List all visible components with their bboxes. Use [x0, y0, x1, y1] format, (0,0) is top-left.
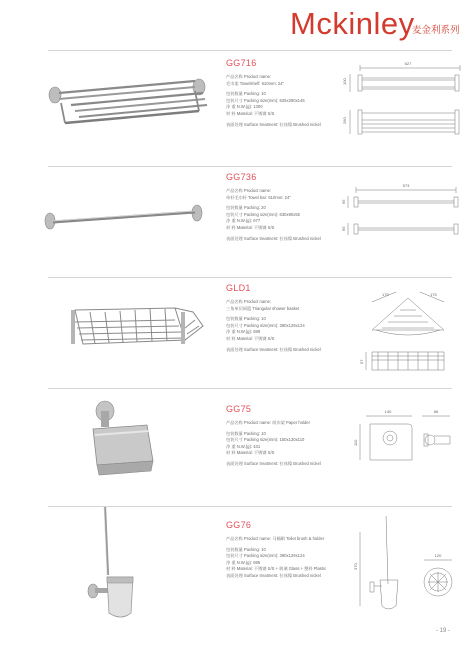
spec-packing: 包装数量 Packing: 10 [226, 430, 266, 436]
spec-surface-treatment: 表面处理 Surface treatment: 拉丝镍 Brushed nickel [226, 572, 321, 578]
spec-material: 材 料 Material: 不锈钢 S/S [226, 450, 275, 456]
section-divider [48, 50, 452, 51]
dimension-height: 110 [353, 439, 358, 446]
dimension-depth: 65 [341, 226, 346, 231]
spec-net-weight: 净 重 N.W.(g): 431 [226, 443, 261, 449]
spec-surface-treatment: 表面处理 Surface treatment: 拉丝镍 Brushed nickel [226, 121, 321, 127]
product-photo-towel-shelf [35, 65, 210, 145]
technical-drawing-gg716 [340, 60, 460, 155]
spec-product-name-detail: 毛巾架 Towelshelf: 610mm: 24" [226, 80, 285, 86]
brand-chinese-name: 麦金利系列 [412, 25, 460, 36]
spec-surface-treatment: 表面处理 Surface treatment: 拉丝镍 Brushed nickel [226, 346, 321, 352]
spec-material: 材 料 Material: 不锈钢 S/S [226, 335, 275, 341]
dimension-height: 65 [341, 199, 346, 204]
product-photo-toilet-brush [35, 505, 210, 625]
spec-product-name: 产品名称 Product name: 纸巾架 Paper holder [226, 420, 311, 425]
technical-drawing-gg76 [352, 512, 462, 617]
spec-product-name-detail: 三角单层网篮 Triangular shower basket [226, 305, 300, 311]
product-code: GG75 [226, 404, 252, 414]
section-divider [48, 166, 452, 167]
spec-material: 材 料 Material: 不锈钢 S/S + 玻璃 Glass + 塑料 Plastic [226, 566, 327, 572]
spec-net-weight: 净 重 N.W.(g): 699 [226, 329, 261, 335]
product-info-gg716 [226, 58, 356, 128]
spec-net-weight: 净 重 N.W.(g): 1300 [226, 104, 263, 110]
dimension-diameter: 120 [434, 553, 442, 558]
spec-material: 材 料 Material: 不锈钢 S/S [226, 224, 275, 230]
product-info-gg76 [226, 520, 356, 580]
product-photo-paper-holder [35, 395, 210, 495]
product-info-gg736 [226, 172, 356, 242]
dimension-width: 573 [402, 183, 410, 188]
spec-packing: 包装数量 Packing: 20 [226, 205, 266, 211]
section-divider [48, 388, 452, 389]
spec-packing: 包装数量 Packing: 10 [226, 91, 266, 97]
dimension-height: 57 [359, 359, 364, 364]
dimension-side-b: 175 [430, 292, 437, 297]
product-code: GG716 [226, 58, 257, 68]
spec-surface-treatment: 表面处理 Surface treatment: 拉丝镍 Brushed nickel [226, 235, 321, 241]
spec-packing-size: 包装尺寸 Packing size(mm): 150x130x110 [226, 437, 305, 443]
dimension-depth: 260 [342, 117, 347, 124]
spec-product-name: 产品名称 Product name: [226, 74, 272, 79]
product-code: GLD1 [226, 283, 251, 293]
technical-drawing-gg736 [340, 182, 460, 247]
product-photo-towel-bar [35, 195, 210, 245]
product-photo-shower-basket [35, 300, 210, 365]
spec-packing: 包装数量 Packing: 10 [226, 316, 266, 322]
dimension-depth: 66 [433, 409, 439, 414]
spec-packing-size: 包装尺寸 Packing size(mm): 630x90x55 [226, 211, 301, 217]
spec-packing-size: 包装尺寸 Packing size(mm): 380x129x124 [226, 322, 305, 328]
spec-product-name-detail: 单杆毛巾杆 Towel bar: 610mm: 24" [226, 194, 291, 200]
dimension-height: 370 [353, 563, 358, 570]
spec-product-name: 产品名称 Product name: [226, 299, 272, 304]
section-divider [48, 277, 452, 278]
product-info-gg75 [226, 404, 356, 468]
brand-logo: Mckinley [290, 6, 415, 41]
technical-drawing-gld1 [358, 290, 458, 378]
dimension-width: 140 [384, 409, 392, 414]
page-number: - 19 - [436, 628, 451, 634]
spec-net-weight: 净 重 N.W.(g): 695 [226, 559, 261, 565]
dimension-height: 100 [342, 78, 347, 85]
dimension-width: 627 [404, 61, 412, 66]
spec-material: 材 料 Material: 不锈钢 S/S [226, 110, 275, 116]
spec-packing-size: 包装尺寸 Packing size(mm): 625x290x145 [226, 97, 305, 103]
spec-packing-size: 包装尺寸 Packing size(mm): 380x129x124 [226, 553, 305, 559]
technical-drawing-gg75 [352, 408, 462, 478]
spec-net-weight: 净 重 N.W.(g): 677 [226, 218, 261, 224]
dimension-side-a: 175 [382, 292, 389, 297]
product-info-gld1 [226, 283, 356, 353]
spec-packing: 包装数量 Packing: 10 [226, 546, 266, 552]
spec-surface-treatment: 表面处理 Surface treatment: 拉丝镍 Brushed nickel [226, 460, 321, 466]
spec-product-name: 产品名称 Product name: [226, 188, 272, 193]
product-code: GG736 [226, 172, 257, 182]
product-code: GG76 [226, 520, 252, 530]
spec-product-name: 产品名称 Product name: 马桶刷 Toilet brush & holder [226, 536, 325, 541]
